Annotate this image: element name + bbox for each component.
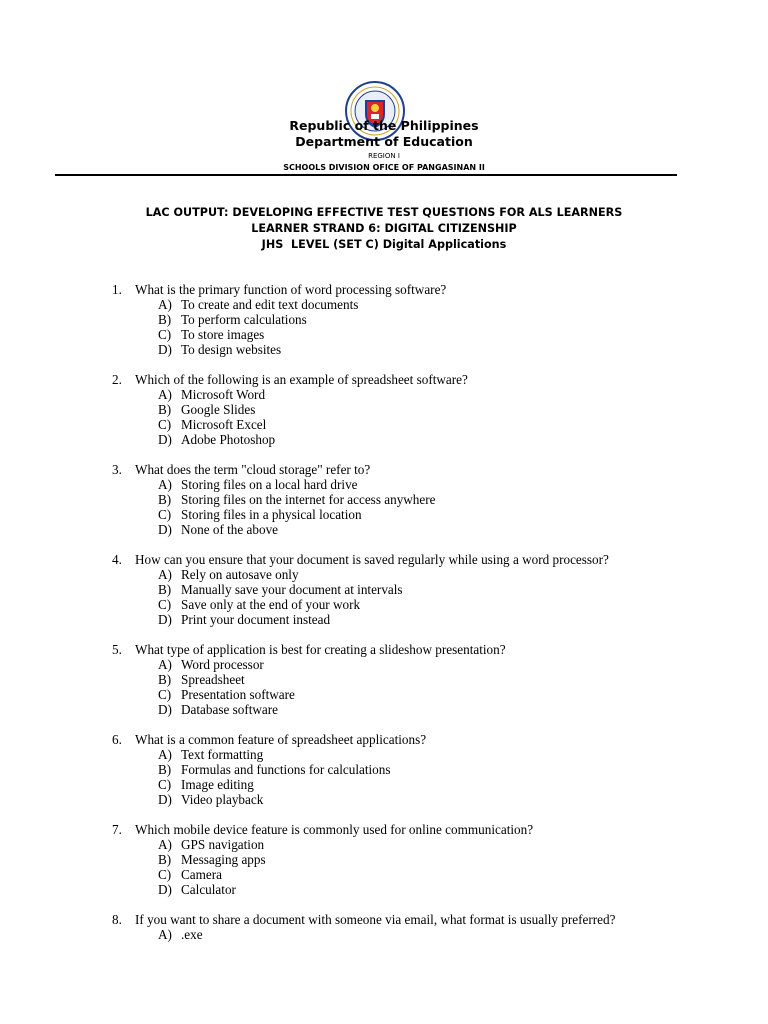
answer-option xyxy=(158,747,712,762)
option-text: None of the above xyxy=(181,522,279,537)
option-letter: A) xyxy=(158,927,172,942)
option-letter: D) xyxy=(158,702,172,717)
answer-option xyxy=(158,432,712,447)
question-row xyxy=(112,372,712,387)
answer-option xyxy=(158,582,712,597)
question-number: 4. xyxy=(112,552,122,567)
question-text: What is the primary function of word processing software? xyxy=(135,282,447,297)
option-text: Database software xyxy=(181,702,279,717)
answer-option xyxy=(158,417,712,432)
option-letter: C) xyxy=(158,417,172,432)
option-letter: C) xyxy=(158,327,172,342)
answer-option xyxy=(158,702,712,717)
option-text: To design websites xyxy=(181,342,282,357)
learner-strand-title: LEARNER STRAND 6: DIGITAL CITIZENSHIP xyxy=(251,222,517,235)
question-text: How can you ensure that your document is saved regularly while using a word processor? xyxy=(135,552,609,567)
question-item xyxy=(112,462,712,537)
option-text: Manually save your document at intervals xyxy=(181,582,403,597)
option-letter: B) xyxy=(158,762,172,777)
question-row xyxy=(112,912,712,927)
option-letter: D) xyxy=(158,612,172,627)
option-text: Save only at the end of your work xyxy=(181,597,361,612)
option-text: Spreadsheet xyxy=(181,672,245,687)
option-text: Messaging apps xyxy=(181,852,266,867)
answer-option xyxy=(158,687,712,702)
option-text: Storing files on a local hard drive xyxy=(181,477,358,492)
answer-option xyxy=(158,852,712,867)
level-subtitle: JHS LEVEL (SET C) Digital Applications xyxy=(261,238,507,251)
question-row xyxy=(112,642,712,657)
question-number: 8. xyxy=(112,912,122,927)
question-row xyxy=(112,282,712,297)
question-number: 1. xyxy=(112,282,122,297)
question-text: What does the term "cloud storage" refer to? xyxy=(135,462,371,477)
answer-option xyxy=(158,777,712,792)
question-item xyxy=(112,912,712,942)
question-number: 6. xyxy=(112,732,122,747)
question-row xyxy=(112,462,712,477)
option-letter: C) xyxy=(158,597,172,612)
option-letter: B) xyxy=(158,492,172,507)
option-letter: A) xyxy=(158,477,172,492)
question-item xyxy=(112,822,712,897)
option-text: Google Slides xyxy=(181,402,256,417)
option-letter: B) xyxy=(158,402,172,417)
question-row xyxy=(112,732,712,747)
option-text: To store images xyxy=(181,327,265,342)
option-text: Adobe Photoshop xyxy=(181,432,276,447)
department-heading: Department of Education xyxy=(295,134,473,149)
answer-option xyxy=(158,867,712,882)
question-text: Which of the following is an example of spreadsheet software? xyxy=(135,372,468,387)
option-text: Camera xyxy=(181,867,223,882)
answer-option xyxy=(158,597,712,612)
option-text: Microsoft Excel xyxy=(181,417,267,432)
question-item xyxy=(112,282,712,357)
option-text: Storing files on the internet for access anywhere xyxy=(181,492,436,507)
answer-option xyxy=(158,882,712,897)
option-text: Presentation software xyxy=(181,687,295,702)
option-letter: D) xyxy=(158,432,172,447)
option-letter: A) xyxy=(158,387,172,402)
option-text: Microsoft Word xyxy=(181,387,266,402)
option-letter: B) xyxy=(158,582,172,597)
option-letter: D) xyxy=(158,522,172,537)
question-row xyxy=(112,552,712,567)
header-divider xyxy=(55,174,677,176)
option-letter: B) xyxy=(158,312,172,327)
option-letter: A) xyxy=(158,567,172,582)
option-letter: D) xyxy=(158,792,172,807)
answer-option xyxy=(158,567,712,582)
question-text: What type of application is best for creating a slideshow presentation? xyxy=(135,642,506,657)
option-text: .exe xyxy=(181,927,203,942)
option-text: GPS navigation xyxy=(181,837,265,852)
answer-option xyxy=(158,492,712,507)
question-number: 3. xyxy=(112,462,122,477)
option-text: Print your document instead xyxy=(181,612,331,627)
answer-option xyxy=(158,612,712,627)
answer-option xyxy=(158,297,712,312)
question-text: If you want to share a document with someone via email, what format is usually preferred? xyxy=(135,912,616,927)
option-letter: C) xyxy=(158,687,172,702)
option-letter: D) xyxy=(158,882,172,897)
answer-option xyxy=(158,792,712,807)
option-letter: B) xyxy=(158,852,172,867)
option-text: To perform calculations xyxy=(181,312,307,327)
answer-option xyxy=(158,657,712,672)
question-list xyxy=(112,282,712,957)
option-letter: C) xyxy=(158,507,172,522)
question-text: Which mobile device feature is commonly used for online communication? xyxy=(135,822,534,837)
question-number: 5. xyxy=(112,642,122,657)
answer-option xyxy=(158,342,712,357)
question-number: 2. xyxy=(112,372,122,387)
question-row xyxy=(112,822,712,837)
option-letter: A) xyxy=(158,747,172,762)
question-item xyxy=(112,642,712,717)
document-title: LAC OUTPUT: DEVELOPING EFFECTIVE TEST QUESTIONS FOR ALS LEARNERS xyxy=(145,206,623,219)
answer-option xyxy=(158,477,712,492)
answer-option xyxy=(158,507,712,522)
answer-option xyxy=(158,762,712,777)
division-label: SCHOOLS DIVISION OFICE OF PANGASINAN II xyxy=(283,163,485,172)
option-letter: A) xyxy=(158,297,172,312)
question-item xyxy=(112,732,712,807)
question-item xyxy=(112,552,712,627)
option-text: Video playback xyxy=(181,792,264,807)
answer-option xyxy=(158,837,712,852)
question-text: What is a common feature of spreadsheet applications? xyxy=(135,732,427,747)
option-text: Word processor xyxy=(181,657,264,672)
option-text: Text formatting xyxy=(181,747,264,762)
answer-option xyxy=(158,387,712,402)
option-text: Calculator xyxy=(181,882,236,897)
answer-option xyxy=(158,672,712,687)
answer-option xyxy=(158,402,712,417)
option-text: Rely on autosave only xyxy=(181,567,299,582)
answer-option xyxy=(158,312,712,327)
option-letter: B) xyxy=(158,672,172,687)
option-text: To create and edit text documents xyxy=(181,297,359,312)
question-number: 7. xyxy=(112,822,122,837)
option-text: Formulas and functions for calculations xyxy=(181,762,391,777)
answer-option xyxy=(158,927,712,942)
republic-heading: Republic of the Philippines xyxy=(289,118,479,133)
option-text: Storing files in a physical location xyxy=(181,507,362,522)
answer-option xyxy=(158,522,712,537)
answer-option xyxy=(158,327,712,342)
question-item xyxy=(112,372,712,447)
option-letter: C) xyxy=(158,777,172,792)
region-label: REGION I xyxy=(368,152,400,160)
option-text: Image editing xyxy=(181,777,254,792)
option-letter: C) xyxy=(158,867,172,882)
option-letter: A) xyxy=(158,837,172,852)
option-letter: A) xyxy=(158,657,172,672)
option-letter: D) xyxy=(158,342,172,357)
